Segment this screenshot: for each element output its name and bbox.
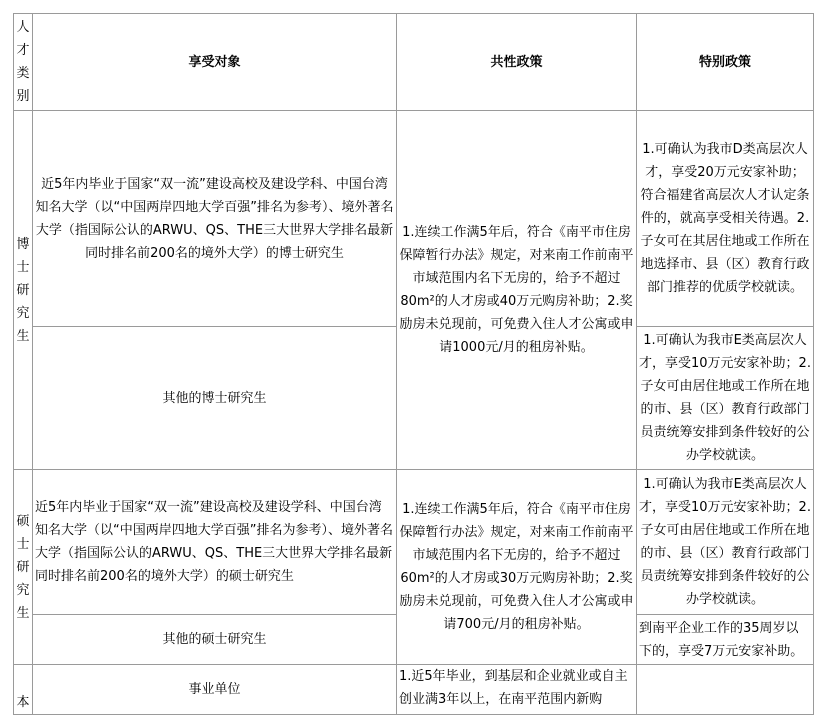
master-row-a [14, 470, 814, 615]
bachelor-common-policy: 1.近5年毕业，到基层和企业就业或自主创业满3年以上，在南平范围内新购 [397, 665, 637, 715]
talent-policy-table [13, 13, 814, 715]
doctor-category-char-3: 研 [16, 282, 30, 298]
doctor-target-elite: 近5年内毕业于国家“双一流”建设高校及建设学科、中国台湾知名大学（以“中国两岸四地大学百强”排名为参考）、境外著名大学（指国际公认的ARWU、QS、THE三大世界大学排名最新同时排名前200名的境外大学）的博士研究生 [33, 111, 397, 327]
master-special-elite: 1.可确认为我市E类高层次人才，享受10万元安家补助；2.子女可由居住地或工作所在地的市、县（区）教育行政部门员责统筹安排到条件较好的公办学校就读。 [637, 470, 814, 615]
doctor-target-other: 其他的博士研究生 [33, 327, 397, 470]
doctor-special-other: 1.可确认为我市E类高层次人才，享受10万元安家补助；2.子女可由居住地或工作所在地的市、县（区）教育行政部门员责统筹安排到条件较好的公办学校就读。 [637, 327, 814, 470]
doctor-row-a [14, 111, 814, 327]
doctor-category-char-5: 生 [16, 328, 30, 344]
doctor-category-char-4: 究 [16, 305, 30, 321]
header-category [14, 14, 33, 111]
header-target: 享受对象 [33, 14, 397, 111]
doctor-category-char-1: 博 [16, 236, 30, 252]
master-category-char-2: 士 [16, 536, 30, 552]
master-category [14, 470, 33, 665]
doctor-common-policy: 1.连续工作满5年后，符合《南平市住房保障暂行办法》规定，对来南工作前南平市域范围内名下无房的，给予不超过80m²的人才房或40万元购房补助；2.奖励房未兑现前，可免费入住人才公寓或申请1000元/月的租房补贴。 [397, 111, 637, 470]
header-category-char-1: 人 [16, 20, 30, 35]
header-category-char-2: 才 [16, 43, 30, 58]
bachelor-category: 本 [14, 665, 33, 715]
header-special: 特别政策 [637, 14, 814, 111]
bachelor-row-a [14, 665, 814, 715]
master-target-elite: 近5年内毕业于国家“双一流”建设高校及建设学科、中国台湾知名大学（以“中国两岸四地大学百强”排名为参考）、境外著名大学（指国际公认的ARWU、QS、THE三大世界大学排名最新同时排名前200名的境外大学）的硕士研究生 [33, 470, 397, 615]
doctor-special-elite: 1.可确认为我市D类高层次人才，享受20万元安家补助；符合福建省高层次人才认定条件的，就高享受相关待遇。2.子女可在其居住地或工作所在地选择市、县（区）教育行政部门推荐的优质学校就读。 [637, 111, 814, 327]
doctor-category-char-2: 士 [16, 259, 30, 275]
header-category-char-4: 别 [16, 89, 30, 104]
master-category-char-4: 究 [16, 582, 30, 598]
master-category-char-1: 硕 [16, 513, 30, 529]
master-special-other: 到南平企业工作的35周岁以下的，享受7万元安家补助。 [637, 615, 814, 665]
bachelor-special-empty [637, 665, 814, 715]
doctor-category [14, 111, 33, 470]
master-category-char-3: 研 [16, 559, 30, 575]
header-row [14, 14, 814, 111]
bachelor-target-institution: 事业单位 [33, 665, 397, 715]
master-target-other: 其他的硕士研究生 [33, 615, 397, 665]
master-category-char-5: 生 [16, 605, 30, 621]
header-common: 共性政策 [397, 14, 637, 111]
master-common-policy: 1.连续工作满5年后，符合《南平市住房保障暂行办法》规定，对来南工作前南平市域范围内名下无房的，给予不超过60m²的人才房或30万元购房补助；2.奖励房未兑现前，可免费入住人才公寓或申请700元/月的租房补贴。 [397, 470, 637, 665]
header-category-char-3: 类 [16, 66, 30, 81]
